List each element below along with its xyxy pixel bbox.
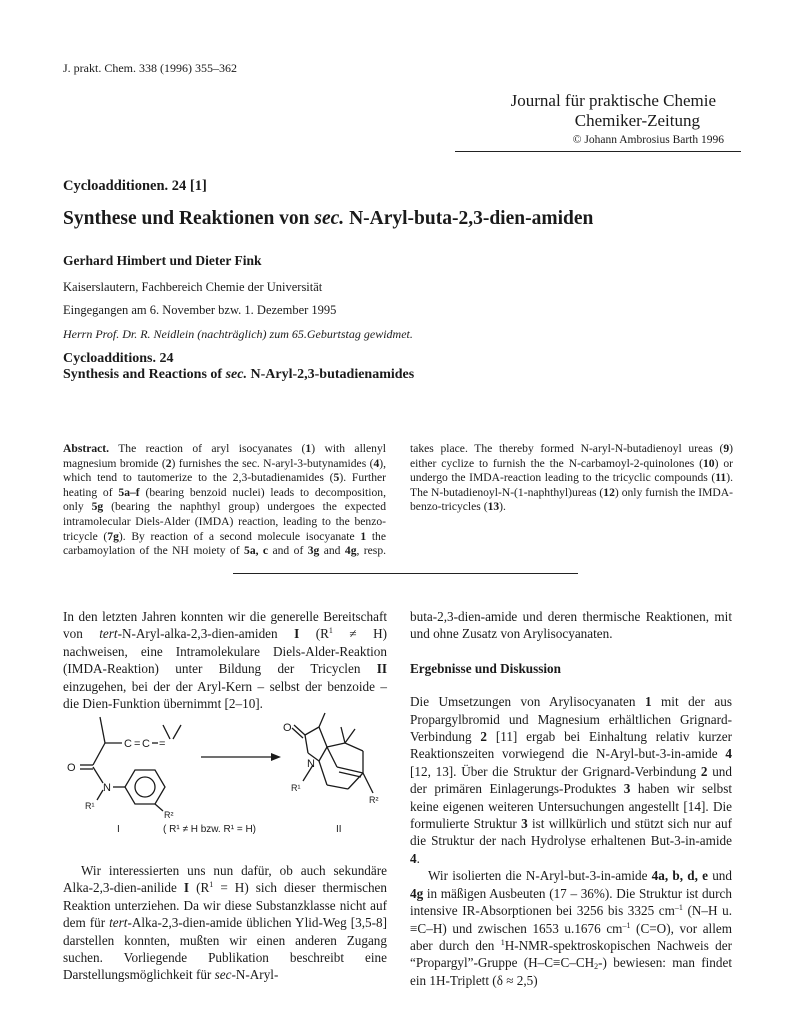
- reaction-scheme: [63, 695, 393, 845]
- english-series-title: Cycloadditions. 24: [63, 351, 174, 366]
- bond-label: =: [134, 738, 141, 750]
- compound-label-II: II: [336, 824, 342, 835]
- atom-label: R¹: [85, 801, 95, 811]
- paragraph: Wir interessierten uns nun dafür, ob auch sekundäre Alka-2,3-dien-anilide I $(R^1 = H)$ sich dieser thermischen Reaktion unterziehen. Da wir diese Substanzklasse nicht auf dem für tert-Alka-2,3-dien-amide üblichen Ylid-Weg [3,5-8] darstellen konnten, mußten wir einen anderen Zugang suchen. Vorliegende Publikation beschreibt eine Darstellungsmöglichkeit für sec-N-Aryl-: [63, 863, 387, 983]
- atom-label: N: [307, 758, 315, 770]
- atom-label: O: [67, 762, 76, 774]
- body-right: [410, 608, 732, 989]
- structure-I-labels: [67, 738, 174, 820]
- journal-name: Journal für praktische Chemie: [510, 91, 716, 110]
- atom-label: O: [283, 722, 292, 734]
- paragraph: In den letzten Jahren konnten wir die generelle Bereitschaft von tert-N-Aryl-alka-2,3-dien-amiden I $(R^1 \ne H)$ nachweisen, eine Intramolekulare Diels-Alder-Reaktion (IMDA-Reaktion) unter Bildung der Tricyclen II einzugehen, bei der der Aryl-Kern – selbst der benzoide – die Dien-Funktion übernimmt [2–10].: [63, 609, 388, 712]
- masthead-rule: [455, 151, 741, 152]
- section-heading: Ergebnisse und Diskussion: [410, 660, 561, 676]
- structure-I: [80, 717, 181, 811]
- english-title: Synthesis and Reactions of sec. N-Aryl-2,3-butadienamides: [63, 367, 415, 382]
- series-title: Cycloadditionen. 24 [1]: [63, 178, 207, 194]
- reaction-arrow: [201, 753, 281, 761]
- atom-label: N: [103, 782, 111, 794]
- paragraph: Die Umsetzungen von Arylisocyanaten 1 mit der aus Propargylbromid und Magnesium erhältlichen Grignard-Verbindung 2 [11] ergab bei Einhaltung relativ kurzer Reaktionszeiten vorwiegend die N-Aryl-but-3-in-amide 4 [12, 13]. Über die Struktur der Grignard-Verbindung 2 und der primären Einlagerungs-Produktes 3 haben wir selbst keine eigenen weiteren Untersuchungen angestellt [14]. Die formulierte Struktur 3 ist willkürlich und stützt sich nur auf die Struktur der nach Hydrolyse erhaltenen But-3-in-amide 4.: [410, 694, 733, 866]
- atom-label: R²: [164, 810, 174, 820]
- article-title: Synthese und Reaktionen von sec. N-Aryl-buta-2,3-dien-amiden: [63, 208, 594, 229]
- atom-label: R¹: [291, 783, 301, 793]
- dedication: Herrn Prof. Dr. R. Neidlein (nachträglich) zum 65.Geburtstag gewidmet.: [63, 327, 413, 341]
- body-left-continued: [63, 862, 387, 984]
- journal-subname: Chemiker-Zeitung: [574, 111, 700, 130]
- bond-label: =: [159, 738, 166, 750]
- journal-citation: J. prakt. Chem. 338 (1996) 355–362: [63, 61, 237, 75]
- condition-label: ( R¹ ≠ H bzw. R¹ = H): [163, 824, 256, 835]
- section-separator: [233, 573, 578, 574]
- copyright-notice: © Johann Ambrosius Barth 1996: [572, 134, 724, 146]
- received-date: Eingegangen am 6. November bzw. 1. Dezember 1995: [63, 303, 337, 317]
- structure-II: [292, 713, 373, 793]
- atom-label: R²: [369, 795, 379, 805]
- affiliation: Kaiserslautern, Fachbereich Chemie der Universität: [63, 280, 323, 294]
- abstract: Abstract. The reaction of aryl isocyanates (1) with allenyl magnesium bromide (2) furnishes the sec. N-aryl-3-butynamides (4), which tend to tautomerize to the 2,3-butadienamides (5). Further heating of 5a–f (bearing benzoid nuclei) leads to decomposition, only 5g (bearing the naphthyl group) undergoes the expected intramolecular Diels-Alder (IMDA) reaction, leading to the benzo-tricycle (7g). By reaction of a second molecule isocyanate 1 the carbamoylation of the NH moiety of 5a, c and of 3g and 4g, resp. takes place. The thereby formed N-aryl-N-butadienoyl ureas (9) either cyclize to furnish the the N-carbamoyl-2-quinolones (10) or undergo the IMDA-reaction leading to the tricyclic compounds (11). The N-butadienoyl-N-(1-naphthyl)ureas (12) only furnish the IMDA-benzo-tricycles (13).: [63, 442, 733, 558]
- journal-masthead: [511, 90, 724, 146]
- atom-label: C: [124, 738, 132, 750]
- compound-label-I: I: [117, 824, 120, 835]
- atom-label: C: [142, 738, 150, 750]
- authors: Gerhard Himbert und Dieter Fink: [63, 253, 262, 268]
- paragraph: Wir isolierten die N-Aryl-but-3-in-amide 4a, b, d, e und 4g in mäßigen Ausbeuten (17 – 36%). Die Struktur ist durch intensive IR-Absorptionen bei 3256 bis 3325 $cm^{-1}$ (N–H u. ≡C–H) und zwischen 1653 u.1676 $cm^{-1}$ (C=O), vor allem aber durch den $^1$H-NMR-spektroskopischen Nachweis der “Propargyl”-Gruppe $(H-C\equiv C-CH_2-)$ bewiesen: man findet ein 1H-Triplett (δ ≈ 2,5): [410, 868, 732, 988]
- paragraph: buta-2,3-dien-amide und deren thermische Reaktionen, mit und ohne Zusatz von Arylisocyanaten.: [410, 609, 732, 642]
- structure-II-labels: [283, 722, 379, 805]
- scheme-captions: [117, 824, 342, 835]
